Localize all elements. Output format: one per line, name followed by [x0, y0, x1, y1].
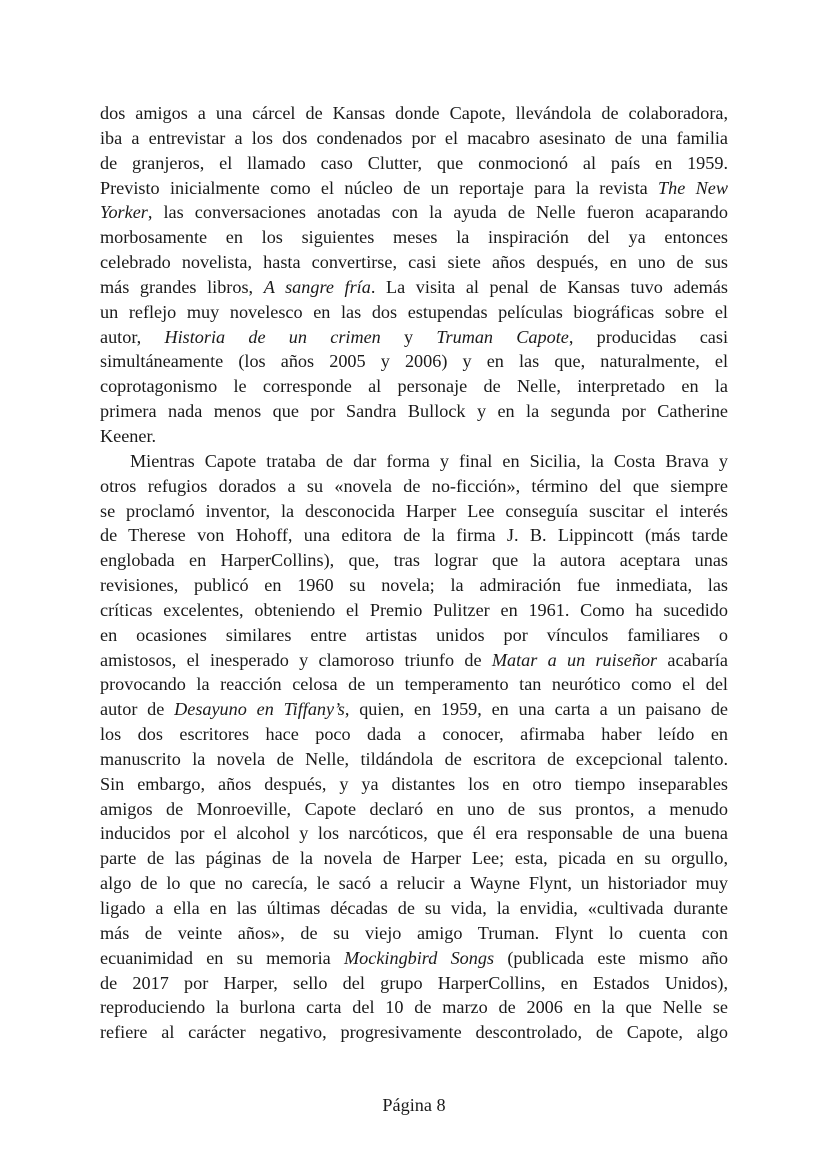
text-run: parte de las páginas de la novela de Harper Lee; esta, picada en su orgullo, [100, 848, 728, 869]
text-run: primera nada menos que por Sandra Bullock y en la segunda por Catherine [100, 401, 728, 422]
text-line [100, 573, 728, 598]
text-run: de 2017 por Harper, sello del grupo HarperCollins, en Estados Unidos), [100, 972, 728, 993]
text-line [100, 1020, 728, 1045]
text-run: Mientras Capote trataba de dar forma y final en Sicilia, la Costa Brava y [130, 450, 728, 471]
text-run: revisiones, publicó en 1960 su novela; la admiración fue inmediata, las [100, 575, 728, 596]
text-run: amigos de Monroeville, Capote declaró en uno de sus prontos, a menudo [100, 798, 728, 819]
text-run: amistosos, el inesperado y clamoroso triunfo de [100, 649, 492, 670]
text-run: de granjeros, el llamado caso Clutter, que conmocionó al país en 1959. [100, 152, 728, 173]
text-line [100, 946, 728, 971]
text-run: inducidos por el alcohol y los narcóticos, que él era responsable de una buena [100, 823, 728, 844]
text-line [100, 598, 728, 623]
body-text [100, 101, 728, 1045]
text-line [100, 424, 728, 449]
text-run: Sin embargo, años después, y ya distantes los en otro tiempo inseparables [100, 773, 728, 794]
text-run: autor de [100, 699, 175, 720]
text-line [100, 672, 728, 697]
italic-title: Truman Capote [436, 326, 569, 347]
text-line [100, 300, 728, 325]
text-line [100, 101, 728, 126]
text-line [100, 896, 728, 921]
italic-title: A sangre fría [263, 276, 371, 297]
text-line [100, 275, 728, 300]
text-line [100, 747, 728, 772]
text-line [100, 548, 728, 573]
text-run: de Therese von Hohoff, una editora de la firma J. B. Lippincott (más tarde [100, 525, 728, 546]
text-run: provocando la reacción celosa de un temperamento tan neurótico como el del [100, 674, 728, 695]
text-run: (publicada este mismo año [494, 947, 728, 968]
text-line [100, 871, 728, 896]
text-run: en ocasiones similares entre artistas unidos por vínculos familiares o [100, 624, 728, 645]
italic-title: The New [658, 177, 728, 198]
page-number: Página 8 [382, 1095, 446, 1115]
text-line [100, 200, 728, 225]
text-line [100, 921, 728, 946]
italic-title: Matar a un ruiseñor [491, 649, 658, 670]
text-run: críticas excelentes, obteniendo el Premio Pulitzer en 1961. Como ha sucedido [100, 599, 728, 620]
text-line [100, 449, 728, 474]
text-run: dos amigos a una cárcel de Kansas donde Capote, llevándola de colaboradora, [100, 103, 728, 123]
text-run: simultáneamente (los años 2005 y 2006) y en las que, naturalmente, el [100, 351, 728, 372]
text-run: los dos escritores hace poco dada a conocer, afirmaba haber leído en [100, 724, 728, 745]
text-line [100, 648, 728, 673]
text-run: acabaría [657, 649, 728, 670]
text-run: . La visita al penal de Kansas tuvo además [370, 276, 728, 297]
text-line [100, 797, 728, 822]
italic-title: Yorker [100, 202, 148, 223]
text-run: más de veinte años», de su viejo amigo Truman. Flynt lo cuenta con [100, 922, 728, 943]
text-line [100, 995, 728, 1020]
text-run: un reflejo muy novelesco en las dos estupendas películas biográficas sobre el [100, 301, 728, 322]
text-line [100, 325, 728, 350]
text-run: y [380, 326, 437, 347]
text-run: algo de lo que no carecía, le sacó a relucir a Wayne Flynt, un historiador muy [100, 873, 728, 894]
text-line [100, 846, 728, 871]
text-run: ligado a ella en las últimas décadas de su vida, la envidia, «cultivada durante [100, 898, 728, 918]
text-line [100, 374, 728, 399]
text-line [100, 399, 728, 424]
text-run: refiere al carácter negativo, progresivamente descontrolado, de Capote, algo [100, 1022, 728, 1043]
text-run: más grandes libros, [100, 276, 264, 297]
text-run: reproduciendo la burlona carta del 10 de marzo de 2006 en la que Nelle se [100, 997, 728, 1018]
text-line [100, 151, 728, 176]
paragraph [100, 449, 728, 1045]
italic-title: Mockingbird Songs [344, 947, 495, 968]
text-run: celebrado novelista, hasta convertirse, casi siete años después, en uno de sus [100, 252, 728, 273]
text-run: iba a entrevistar a los dos condenados por el macabro asesinato de una familia [100, 127, 728, 148]
text-line [100, 697, 728, 722]
text-run: morbosamente en los siguientes meses la inspiración del ya entonces [100, 227, 728, 248]
text-line [100, 821, 728, 846]
text-line [100, 474, 728, 499]
text-run: , las conversaciones anotadas con la ayuda de Nelle fueron acaparando [147, 202, 728, 223]
text-line [100, 971, 728, 996]
text-line [100, 772, 728, 797]
text-run: autor, [100, 326, 165, 347]
text-line [100, 523, 728, 548]
text-run: coprotagonismo le corresponde al personaje de Nelle, interpretado en la [100, 376, 728, 397]
text-run: otros refugios dorados a su «novela de no-ficción», término del que siempre [100, 475, 728, 496]
text-run: , producidas casi [568, 326, 729, 347]
text-line [100, 250, 728, 275]
text-line [100, 126, 728, 151]
text-run: englobada en HarperCollins), que, tras lograr que la autora aceptara unas [100, 550, 728, 571]
text-run: , quien, en 1959, en una carta a un paisano de [344, 699, 729, 720]
text-line [100, 176, 728, 201]
italic-title: Desayuno en Tiffany’s [174, 699, 345, 720]
text-run: ecuanimidad en su memoria [100, 947, 345, 968]
italic-title: Historia de un crimen [164, 326, 381, 347]
text-run: se proclamó inventor, la desconocida Harper Lee conseguía suscitar el interés [100, 500, 728, 521]
text-run: manuscrito la novela de Nelle, tildándola de escritora de excepcional talento. [100, 748, 728, 769]
text-line [100, 499, 728, 524]
text-run: Previsto inicialmente como el núcleo de un reportaje para la revista [100, 177, 659, 198]
text-line [100, 623, 728, 648]
text-line [100, 225, 728, 250]
text-run: Keener. [100, 425, 157, 446]
paragraph [100, 101, 728, 449]
text-line [100, 349, 728, 374]
text-line [100, 722, 728, 747]
